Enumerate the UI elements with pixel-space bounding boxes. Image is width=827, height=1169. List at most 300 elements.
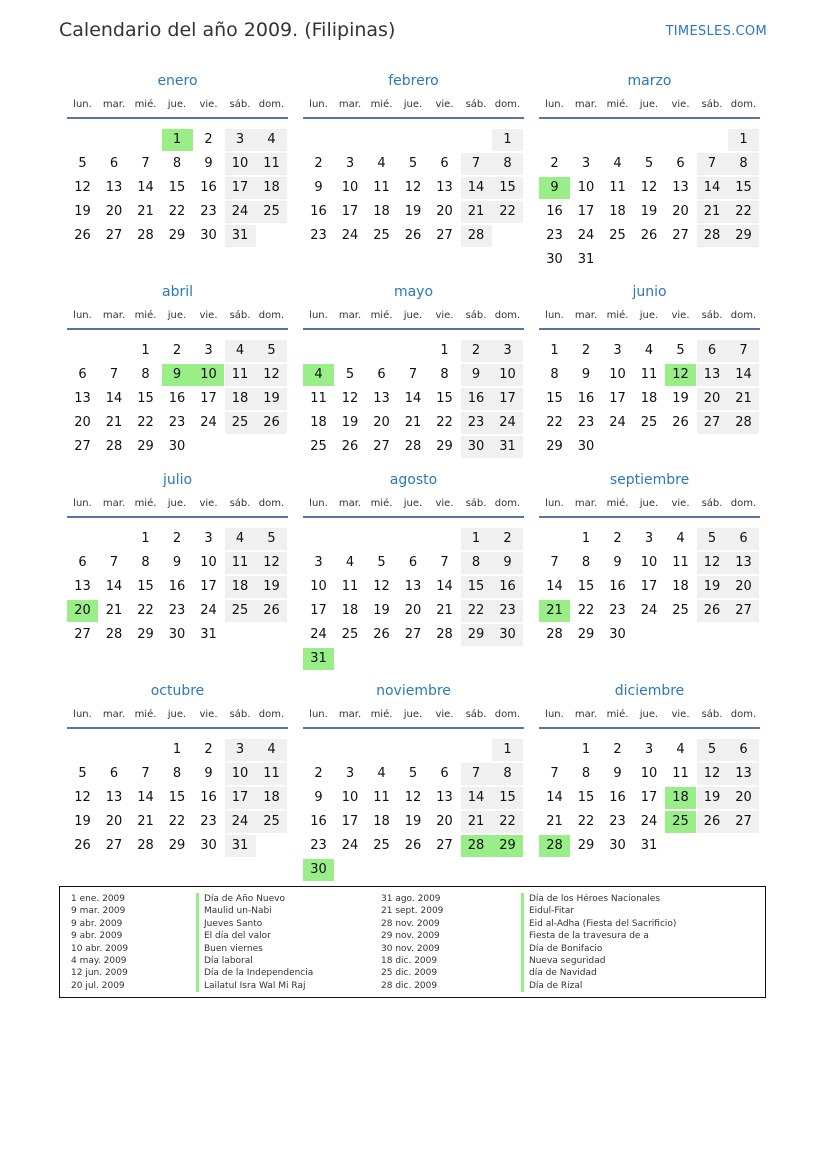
holiday-names-col-1 <box>196 893 313 992</box>
weekday-label: vie. <box>199 709 218 720</box>
day-cell: 16 <box>609 790 626 805</box>
weekday-label: lun. <box>545 709 564 720</box>
holiday-date: 12 jun. 2009 <box>71 968 128 979</box>
day-cell: 14 <box>461 787 492 809</box>
day-cell: 8 <box>728 153 759 175</box>
day-cell: 16 <box>200 180 217 195</box>
day-cell: 12 <box>256 364 287 386</box>
weekday-label: lun. <box>73 310 92 321</box>
day-cell: 27 <box>728 600 759 622</box>
day-cell: 4 <box>345 555 355 570</box>
day-cell: 17 <box>609 391 626 406</box>
day-cell: 14 <box>137 180 154 195</box>
weekday-label: lun. <box>73 99 92 110</box>
day-cell: 1 <box>581 531 591 546</box>
day-cell: 4 <box>377 766 386 781</box>
day-cell: 24 <box>310 627 327 642</box>
day-cell: 17 <box>577 204 595 219</box>
day-cell: 28 <box>105 439 123 454</box>
day-cell: 29 <box>168 838 186 853</box>
holiday-name: Día de Rizal <box>521 980 676 992</box>
weekday-label: jue. <box>403 310 423 321</box>
weekday-label: mar. <box>102 498 126 509</box>
day-cell: 3 <box>581 156 591 171</box>
day-cell: 16 <box>200 790 217 805</box>
day-cell: 22 <box>546 415 563 430</box>
holiday-date: 28 dic. 2009 <box>381 980 438 991</box>
day-cell: 25 <box>225 412 256 434</box>
day-cell: 26 <box>404 228 422 243</box>
day-cell: 5 <box>408 156 418 171</box>
day-cell: 21 <box>137 204 154 219</box>
day-cell: 8 <box>492 153 523 175</box>
day-cell: 14 <box>105 391 123 406</box>
day-cell: 5 <box>408 766 418 781</box>
day-cell: 18 <box>609 204 626 219</box>
day-cell: 19 <box>697 576 728 598</box>
day-cell: 19 <box>697 787 728 809</box>
weekday-label: lun. <box>545 498 564 509</box>
day-cell: 25 <box>310 439 327 454</box>
day-cell: 28 <box>697 225 728 247</box>
day-cell: 13 <box>373 391 390 406</box>
day-cell: 21 <box>461 811 492 833</box>
day-cell: 1 <box>492 129 523 151</box>
day-cell: 31 <box>492 436 523 458</box>
month-title: marzo <box>627 73 672 89</box>
day-cell: 8 <box>172 766 182 781</box>
holiday-date: 1 ene. 2009 <box>71 894 125 904</box>
day-cell: 11 <box>310 391 327 406</box>
day-cell: 27 <box>697 412 728 434</box>
day-cell: 17 <box>492 388 523 410</box>
day-cell: 3 <box>345 156 355 171</box>
day-cell: 26 <box>697 811 728 833</box>
holiday-dates-col-2 <box>381 893 443 992</box>
day-cell: 17 <box>200 579 217 594</box>
day-cell: 20 <box>436 814 453 829</box>
day-cell: 9 <box>314 180 323 195</box>
day-cell: 6 <box>109 156 119 171</box>
day-cell: 25 <box>341 627 359 642</box>
day-cell: 15 <box>137 391 154 406</box>
day-cell: 2 <box>613 531 622 546</box>
day-cell: 17 <box>640 790 658 805</box>
day-cell: 10 <box>225 763 256 785</box>
day-cell: 13 <box>728 552 759 574</box>
day-cell: 2 <box>172 531 182 546</box>
day-cell: 12 <box>74 790 91 805</box>
day-cell: 26 <box>74 838 91 853</box>
day-cell: 7 <box>408 367 418 382</box>
weekday-label: vie. <box>671 310 690 321</box>
day-cell: 7 <box>550 766 559 781</box>
header-rule <box>539 516 760 518</box>
day-cell: 1 <box>550 343 559 358</box>
day-cell: 10 <box>640 766 658 781</box>
month-title: septiembre <box>609 472 690 488</box>
day-cell: 18 <box>225 576 256 598</box>
day-cell: 29 <box>728 225 759 247</box>
weekday-label: jue. <box>639 310 659 321</box>
day-cell: 21 <box>461 201 492 223</box>
day-cell: 8 <box>550 367 559 382</box>
day-cell: 1 <box>141 531 150 546</box>
weekday-label: mié. <box>606 498 629 509</box>
holiday-date: 21 sept. 2009 <box>381 906 444 917</box>
day-cell: 7 <box>461 153 492 175</box>
day-cell: 24 <box>640 603 658 618</box>
day-cell: 6 <box>697 340 728 362</box>
weekday-label: sáb. <box>465 99 487 110</box>
day-cell: 4 <box>256 129 287 151</box>
day-cell: 18 <box>373 204 390 219</box>
day-cell: 10 <box>341 180 359 195</box>
day-cell: 17 <box>225 177 256 199</box>
day-cell: 20 <box>105 814 123 829</box>
holiday-name: Día de la Independencia <box>196 967 313 979</box>
day-cell: 6 <box>78 367 87 382</box>
day-cell: 19 <box>74 814 91 829</box>
weekday-label: mié. <box>606 99 629 110</box>
day-cell: 7 <box>141 766 150 781</box>
day-cell: 29 <box>461 624 492 646</box>
day-cell: 24 <box>225 811 256 833</box>
day-cell: 15 <box>577 790 595 805</box>
weekday-label: jue. <box>639 99 659 110</box>
day-cell: 19 <box>404 204 422 219</box>
brand-link[interactable]: TIMESLES.COM <box>665 24 767 39</box>
day-cell: 2 <box>204 132 213 147</box>
day-cell: 17 <box>341 204 359 219</box>
day-cell: 12 <box>373 579 390 594</box>
day-cell: 20 <box>697 388 728 410</box>
day-cell: 4 <box>225 340 256 362</box>
weekday-label: dom. <box>258 498 285 509</box>
day-cell: 25 <box>256 201 287 223</box>
day-cell: 19 <box>373 603 390 618</box>
day-cell: 11 <box>225 364 256 386</box>
day-cell: 29 <box>546 439 563 454</box>
day-cell: 9 <box>613 555 622 570</box>
day-cell: 23 <box>168 415 186 430</box>
weekday-label: lun. <box>309 709 328 720</box>
weekday-label: lun. <box>73 709 92 720</box>
day-cell: 6 <box>728 739 759 761</box>
day-cell: 19 <box>672 391 689 406</box>
day-cell: 4 <box>225 528 256 550</box>
day-cell: 7 <box>728 340 759 362</box>
day-cell: 16 <box>492 576 523 598</box>
weekday-label: vie. <box>671 99 690 110</box>
day-cell: 10 <box>577 180 595 195</box>
day-cell: 18 <box>256 177 287 199</box>
day-cell: 17 <box>200 391 217 406</box>
day-cell: 30 <box>168 439 186 454</box>
day-cell: 10 <box>341 790 359 805</box>
day-cell: 25 <box>373 838 390 853</box>
day-cell: 9 <box>461 364 492 386</box>
day-cell: 27 <box>672 228 689 243</box>
day-cell: 11 <box>609 180 626 195</box>
day-cell: 9 <box>204 156 213 171</box>
month-title: abril <box>161 284 193 300</box>
weekday-label: mié. <box>606 310 629 321</box>
weekday-label: mar. <box>574 99 598 110</box>
weekday-label: lun. <box>73 498 92 509</box>
month-title: agosto <box>389 472 438 488</box>
day-cell: 12 <box>341 391 359 406</box>
holiday-date: 10 abr. 2009 <box>71 943 129 954</box>
day-cell: 5 <box>644 156 654 171</box>
day-cell: 8 <box>141 367 150 382</box>
day-cell: 31 <box>225 835 256 857</box>
day-cell: 24 <box>609 415 626 430</box>
day-cell: 13 <box>404 579 422 594</box>
holiday-name: Maulid un-Nabi <box>196 905 313 917</box>
day-cell: 9 <box>492 552 523 574</box>
day-cell: 3 <box>492 340 523 362</box>
day-cell: 11 <box>672 766 689 781</box>
day-cell: 4 <box>676 742 685 757</box>
day-cell: 6 <box>408 555 418 570</box>
day-cell: 17 <box>640 579 658 594</box>
header-rule <box>67 727 288 729</box>
weekday-label: mié. <box>370 99 393 110</box>
day-cell: 8 <box>581 766 591 781</box>
holiday-day-cell: 20 <box>67 600 98 622</box>
day-cell: 3 <box>644 531 654 546</box>
weekday-label: mar. <box>338 709 362 720</box>
holiday-name: Día de Bonifacio <box>521 943 676 955</box>
holiday-day-cell: 28 <box>461 835 492 857</box>
day-cell: 28 <box>546 627 563 642</box>
day-cell: 8 <box>581 555 591 570</box>
day-cell: 14 <box>436 579 453 594</box>
day-cell: 1 <box>440 343 449 358</box>
day-cell: 13 <box>436 180 453 195</box>
day-cell: 6 <box>78 555 87 570</box>
day-cell: 24 <box>341 228 359 243</box>
weekday-label: mié. <box>134 498 157 509</box>
header-rule <box>67 516 288 518</box>
holiday-date: 30 nov. 2009 <box>381 943 440 954</box>
day-cell: 6 <box>109 766 119 781</box>
weekday-label: sáb. <box>229 498 251 509</box>
day-cell: 23 <box>168 603 186 618</box>
day-cell: 2 <box>314 156 323 171</box>
day-cell: 18 <box>310 415 327 430</box>
day-cell: 15 <box>728 177 759 199</box>
day-cell: 4 <box>613 156 622 171</box>
day-cell: 25 <box>373 228 390 243</box>
holiday-day-cell: 9 <box>539 177 570 199</box>
day-cell: 8 <box>172 156 182 171</box>
weekday-label: dom. <box>730 709 757 720</box>
day-cell: 15 <box>492 177 523 199</box>
day-cell: 10 <box>225 153 256 175</box>
day-cell: 23 <box>609 814 626 829</box>
header-rule <box>539 328 760 330</box>
weekday-label: mar. <box>338 310 362 321</box>
header-rule <box>303 328 524 330</box>
holiday-name: Día de los Héroes Nacionales <box>521 893 676 905</box>
day-cell: 8 <box>461 552 492 574</box>
day-cell: 9 <box>172 555 182 570</box>
day-cell: 2 <box>613 742 622 757</box>
day-cell: 6 <box>440 766 449 781</box>
month-title: noviembre <box>376 683 451 699</box>
weekday-label: vie. <box>435 709 454 720</box>
day-cell: 26 <box>341 439 359 454</box>
header-rule <box>67 117 288 119</box>
day-cell: 9 <box>613 766 622 781</box>
day-cell: 10 <box>609 367 626 382</box>
day-cell: 27 <box>74 627 91 642</box>
day-cell: 11 <box>373 790 390 805</box>
day-cell: 22 <box>492 811 523 833</box>
holiday-day-cell: 1 <box>162 129 193 151</box>
day-cell: 15 <box>168 790 186 805</box>
weekday-label: mar. <box>102 709 126 720</box>
weekday-label: vie. <box>435 99 454 110</box>
holiday-name: Día de Año Nuevo <box>196 893 313 905</box>
month-title: mayo <box>393 284 434 300</box>
day-cell: 31 <box>200 627 217 642</box>
page-title: Calendario del año 2009. (Filipinas) <box>59 19 396 41</box>
day-cell: 18 <box>341 603 359 618</box>
day-cell: 26 <box>404 838 422 853</box>
day-cell: 12 <box>697 552 728 574</box>
holiday-name: Fiesta de la travesura de a <box>521 930 676 942</box>
day-cell: 1 <box>581 742 591 757</box>
day-cell: 10 <box>310 579 327 594</box>
day-cell: 12 <box>256 552 287 574</box>
day-cell: 26 <box>672 415 689 430</box>
day-cell: 12 <box>640 180 658 195</box>
day-cell: 23 <box>200 814 217 829</box>
day-cell: 5 <box>697 739 728 761</box>
day-cell: 3 <box>204 343 213 358</box>
day-cell: 7 <box>440 555 449 570</box>
weekday-label: jue. <box>403 709 423 720</box>
holiday-name: Jueves Santo <box>196 918 313 930</box>
month-title: junio <box>632 284 667 300</box>
holiday-date: 18 dic. 2009 <box>381 955 438 966</box>
day-cell: 14 <box>546 790 563 805</box>
day-cell: 20 <box>373 415 390 430</box>
holiday-day-cell: 12 <box>665 364 696 386</box>
day-cell: 18 <box>225 388 256 410</box>
month-title: enero <box>157 73 198 89</box>
holiday-day-cell: 9 <box>162 364 193 386</box>
weekday-label: vie. <box>199 310 218 321</box>
holiday-name: Día laboral <box>196 955 313 967</box>
day-cell: 17 <box>225 787 256 809</box>
day-cell: 6 <box>377 367 386 382</box>
day-cell: 30 <box>461 436 492 458</box>
day-cell: 2 <box>172 343 182 358</box>
day-cell: 3 <box>314 555 323 570</box>
holiday-names-col-2 <box>521 893 676 992</box>
day-cell: 1 <box>492 739 523 761</box>
day-cell: 15 <box>492 787 523 809</box>
day-cell: 6 <box>440 156 449 171</box>
weekday-label: sáb. <box>701 709 723 720</box>
day-cell: 26 <box>74 228 91 243</box>
day-cell: 29 <box>137 439 154 454</box>
day-cell: 17 <box>341 814 359 829</box>
day-cell: 15 <box>461 576 492 598</box>
day-cell: 1 <box>141 343 150 358</box>
month-title: julio <box>162 472 193 488</box>
day-cell: 15 <box>168 180 186 195</box>
day-cell: 22 <box>577 603 595 618</box>
weekday-label: mar. <box>338 498 362 509</box>
day-cell: 9 <box>204 766 213 781</box>
weekday-label: mié. <box>134 709 157 720</box>
weekday-label: dom. <box>494 709 521 720</box>
day-cell: 5 <box>676 343 685 358</box>
weekday-label: vie. <box>199 498 218 509</box>
holiday-name: Lailatul Isra Wal Mi Raj <box>196 980 313 992</box>
day-cell: 15 <box>137 579 154 594</box>
weekday-label: jue. <box>403 498 423 509</box>
day-cell: 8 <box>492 763 523 785</box>
day-cell: 9 <box>581 367 591 382</box>
day-cell: 2 <box>204 742 213 757</box>
day-cell: 22 <box>168 814 186 829</box>
day-cell: 5 <box>78 766 87 781</box>
day-cell: 11 <box>640 367 658 382</box>
day-cell: 28 <box>404 439 422 454</box>
day-cell: 14 <box>105 579 123 594</box>
day-cell: 22 <box>137 415 154 430</box>
day-cell: 30 <box>609 627 626 642</box>
day-cell: 24 <box>200 415 217 430</box>
day-cell: 8 <box>440 367 449 382</box>
day-cell: 5 <box>78 156 87 171</box>
day-cell: 30 <box>168 627 186 642</box>
day-cell: 6 <box>728 528 759 550</box>
weekday-label: mié. <box>606 709 629 720</box>
holiday-name: Eidul-Fitar <box>521 905 676 917</box>
day-cell: 18 <box>256 787 287 809</box>
day-cell: 14 <box>404 391 422 406</box>
day-cell: 16 <box>168 391 186 406</box>
holiday-day-cell: 28 <box>539 835 570 857</box>
day-cell: 30 <box>200 838 217 853</box>
day-cell: 22 <box>436 415 453 430</box>
day-cell: 27 <box>404 627 422 642</box>
day-cell: 4 <box>256 739 287 761</box>
weekday-label: mar. <box>102 99 126 110</box>
day-cell: 14 <box>461 177 492 199</box>
weekday-label: jue. <box>167 310 187 321</box>
day-cell: 24 <box>341 838 359 853</box>
day-cell: 29 <box>137 627 154 642</box>
day-cell: 25 <box>640 415 658 430</box>
weekday-label: dom. <box>494 99 521 110</box>
day-cell: 3 <box>204 531 213 546</box>
weekday-label: dom. <box>730 99 757 110</box>
day-cell: 25 <box>225 600 256 622</box>
day-cell: 24 <box>492 412 523 434</box>
day-cell: 7 <box>109 555 119 570</box>
day-cell: 2 <box>550 156 559 171</box>
day-cell: 23 <box>310 838 327 853</box>
day-cell: 19 <box>640 204 658 219</box>
